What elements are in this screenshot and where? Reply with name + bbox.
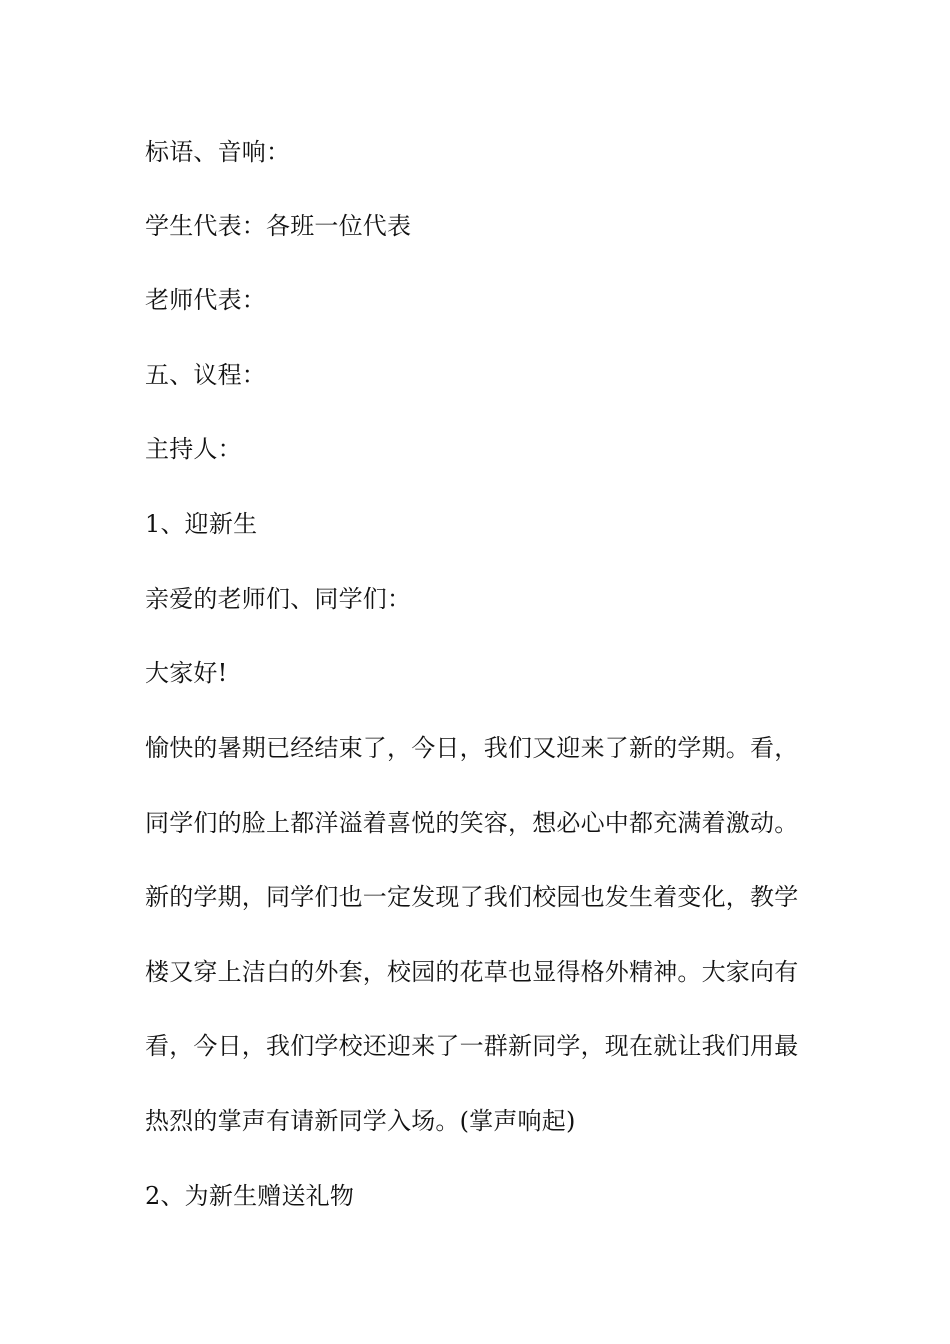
paragraph-line-4: 楼又穿上洁白的外套，校园的花草也显得格外精神。大家向有	[145, 958, 799, 986]
paragraph-line-2: 同学们的脸上都洋溢着喜悦的笑容，想必心中都充满着激动。	[145, 809, 799, 837]
paragraph-line-6: 热烈的掌声有请新同学入场。(掌声响起)	[145, 1107, 576, 1135]
text-line-equipment: 标语、音响：	[145, 138, 291, 166]
paragraph-line-3: 新的学期，同学们也一定发现了我们校园也发生着变化，教学	[145, 883, 799, 911]
paragraph-line-5: 看，今日，我们学校还迎来了一群新同学，现在就让我们用最	[145, 1032, 799, 1060]
text-line-teacher-reps: 老师代表：	[145, 286, 266, 314]
agenda-item-gifts: 2、为新生赠送礼物	[145, 1182, 355, 1210]
text-line-salutation: 亲爱的老师们、同学们：	[145, 585, 412, 613]
paragraph-line-1: 愉快的暑期已经结束了，今日，我们又迎来了新的学期。看，	[145, 734, 799, 762]
text-line-greeting: 大家好!	[145, 659, 228, 687]
text-line-student-reps: 学生代表：各班一位代表	[145, 212, 412, 240]
agenda-item-welcome: 1、迎新生	[145, 510, 258, 538]
section-heading-agenda: 五、议程：	[145, 361, 266, 389]
text-line-host: 主持人：	[145, 435, 242, 463]
